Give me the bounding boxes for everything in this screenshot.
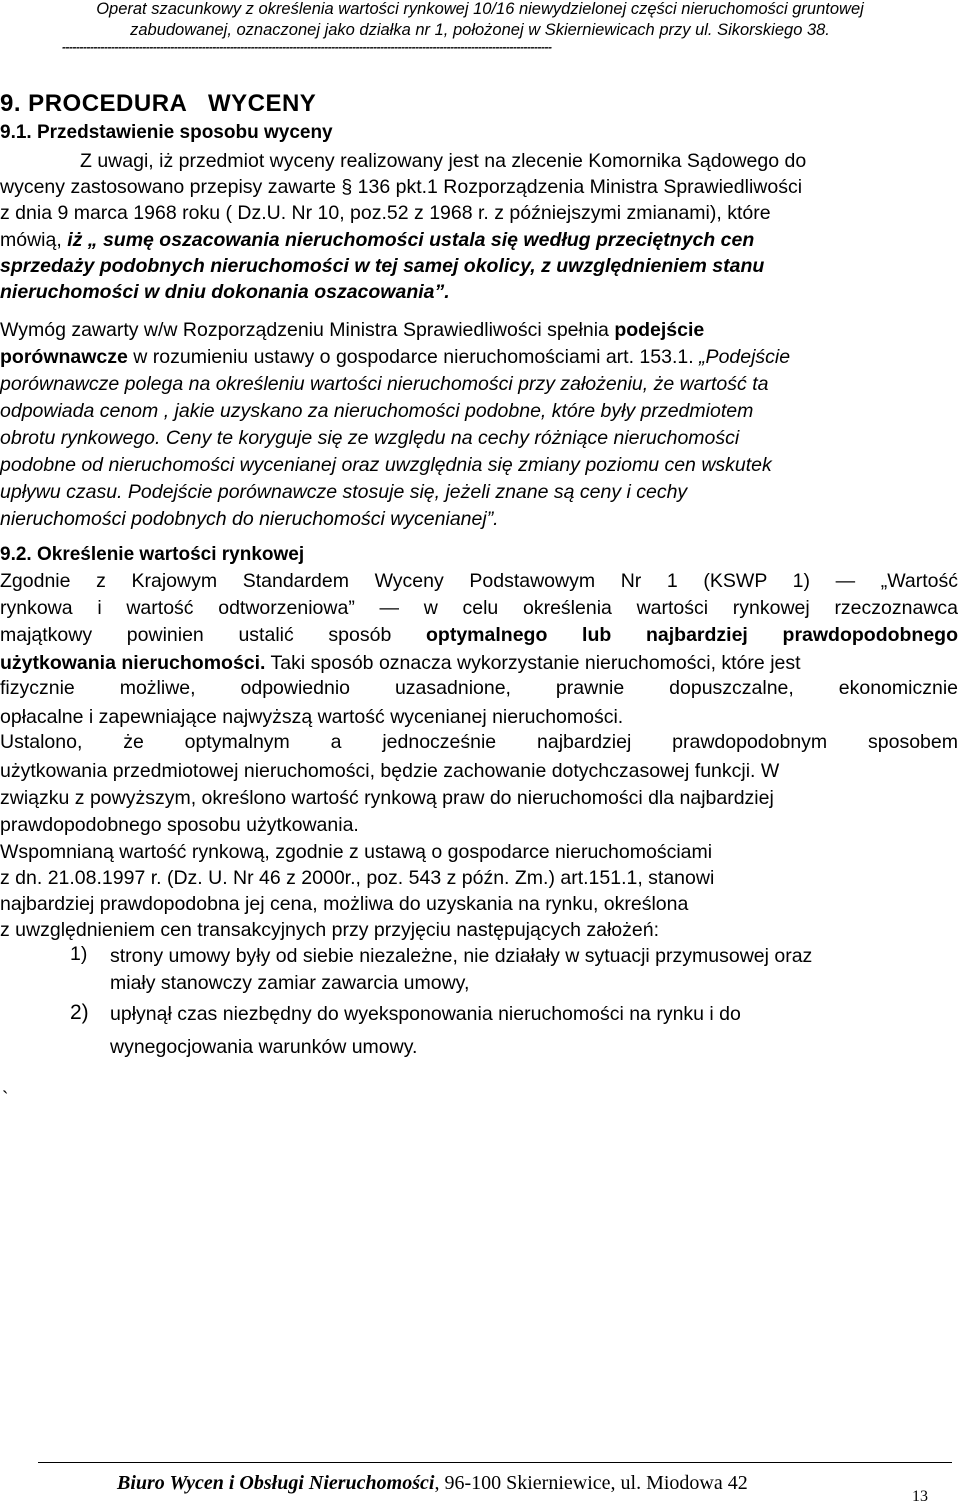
p3-line-4: użytkowania nieruchomości. Taki sposób oznacza wykorzystanie nieruchomości, które jest [0, 652, 801, 674]
p2-line-5: obrotu rynkowego. Ceny te koryguje się ze względu na cechy różniące nieruchomości [0, 427, 740, 449]
list-item-1-line-1: strony umowy były od siebie niezależne, nie działały w sytuacji przymusowej oraz [110, 945, 813, 967]
p1-line-3: z dnia 9 marca 1968 roku ( Dz.U. Nr 10, poz.52 z 1968 r. z późniejszymi zmianami), które [0, 202, 771, 224]
header-rule: -------------------------------------------------------------------------------------------------------------------------------------------- [62, 40, 552, 54]
p3-line-6: opłacalne i zapewniające najwyższą wartość wycenianej nieruchomości. [0, 706, 624, 728]
list-item-1-number: 1) [70, 943, 88, 965]
p2-line-4: odpowiada cenom , jakie uzyskano za nieruchomości podobne, które były przedmiotem [0, 400, 754, 422]
p1-line-4: mówią, iż „ sumę oszacowania nieruchomości ustala się według przeciętnych cen [0, 229, 755, 251]
section-title: 9. PROCEDURA WYCENY [0, 90, 317, 117]
footer-text: Biuro Wycen i Obsługi Nieruchomości, 96-100 Skierniewice, ul. Miodowa 42 [117, 1472, 748, 1494]
p4-line-4: prawdopodobnego sposobu użytkowania. [0, 814, 359, 836]
p1-line-1: Z uwagi, iż przedmiot wyceny realizowany jest na zlecenie Komornika Sądowego do [80, 150, 807, 172]
p4-line-3: związku z powyższym, określono wartość rynkową praw do nieruchomości dla najbardziej [0, 787, 774, 809]
p2-line-1: Wymóg zawarty w/w Rozporządzeniu Ministra Sprawiedliwości spełnia podejście [0, 319, 705, 341]
p4-line-2: użytkowania przedmiotowej nieruchomości, będzie zachowanie dotychczasowej funkcji. W [0, 760, 780, 782]
p5-line-4: z uwzględnieniem cen transakcyjnych przy przyjęciu następujących założeń: [0, 919, 659, 941]
header-line-1: Operat szacunkowy z określenia wartości rynkowej 10/16 niewydzielonej części nieruchomości gruntowej [96, 0, 864, 18]
p2-line-7: upływu czasu. Podejście porównawcze stosuje się, jeżeli znane są ceny i cechy [0, 481, 688, 503]
list-item-2-number: 2) [70, 1001, 89, 1024]
footer-rule [38, 1462, 952, 1463]
p2-line-3: porównawcze polega na określeniu wartości nieruchomości przy założeniu, że wartość ta [0, 373, 769, 395]
p2-line-2: porównawcze w rozumieniu ustawy o gospodarce nieruchomościami art. 153.1. „Podejście [0, 346, 791, 368]
p2-line-6: podobne od nieruchomości wycenianej oraz uwzględnia się zmiany poziomu cen wskutek [0, 454, 772, 476]
p3-line-1: Zgodnie z Krajowym Standardem Wyceny Podstawowym Nr 1 (KSWP 1) — „Wartość [0, 570, 958, 592]
list-item-2-line-1: upłynął czas niezbędny do wyeksponowania nieruchomości na rynku i do [110, 1003, 741, 1025]
p3-line-5: fizycznie możliwe, odpowiednio uzasadnione, prawnie dopuszczalne, ekonomicznie [0, 677, 958, 699]
p2-line-8: nieruchomości podobnych do nieruchomości wycenianej”. [0, 508, 499, 530]
p1-line-5: sprzedaży podobnych nieruchomości w tej samej okolicy, z uwzględnieniem stanu [0, 255, 765, 277]
subsection-9-1-title: 9.1. Przedstawienie sposobu wyceny [0, 122, 333, 143]
p5-line-1: Wspomnianą wartość rynkową, zgodnie z ustawą o gospodarce nieruchomościami [0, 841, 713, 863]
page-number: 13 [912, 1488, 928, 1505]
stray-backtick: ` [2, 1088, 9, 1110]
subsection-9-2-title: 9.2. Określenie wartości rynkowej [0, 544, 305, 565]
header-line-2: zabudowanej, oznaczonej jako działka nr 1, położonej w Skierniewicach przy ul. Sikorskiego 38. [130, 21, 830, 39]
list-item-1-line-2: miały stanowczy zamiar zawarcia umowy, [110, 972, 470, 994]
p1-line-6: nieruchomości w dniu dokonania oszacowania”. [0, 281, 450, 303]
p1-line-2: wyceny zastosowano przepisy zawarte § 136 pkt.1 Rozporządzenia Ministra Sprawiedliwości [0, 176, 803, 198]
p5-line-3: najbardziej prawdopodobna jej cena, możliwa do uzyskania na rynku, określona [0, 893, 689, 915]
p3-line-3: majątkowy powinien ustalić sposób optymalnego lub najbardziej prawdopodobnego [0, 624, 959, 646]
list-item-2-line-2: wynegocjowania warunków umowy. [110, 1036, 418, 1058]
p5-line-2: z dn. 21.08.1997 r. (Dz. U. Nr 46 z 2000r., poz. 543 z późn. Zm.) art.151.1, stanowi [0, 867, 715, 889]
p4-line-1: Ustalono, że optymalnym a jednocześnie najbardziej prawdopodobnym sposobem [0, 731, 958, 753]
p3-line-2: rynkowa i wartość odtworzeniowa” — w celu określenia wartości rynkowej rzeczoznawca [0, 597, 958, 619]
